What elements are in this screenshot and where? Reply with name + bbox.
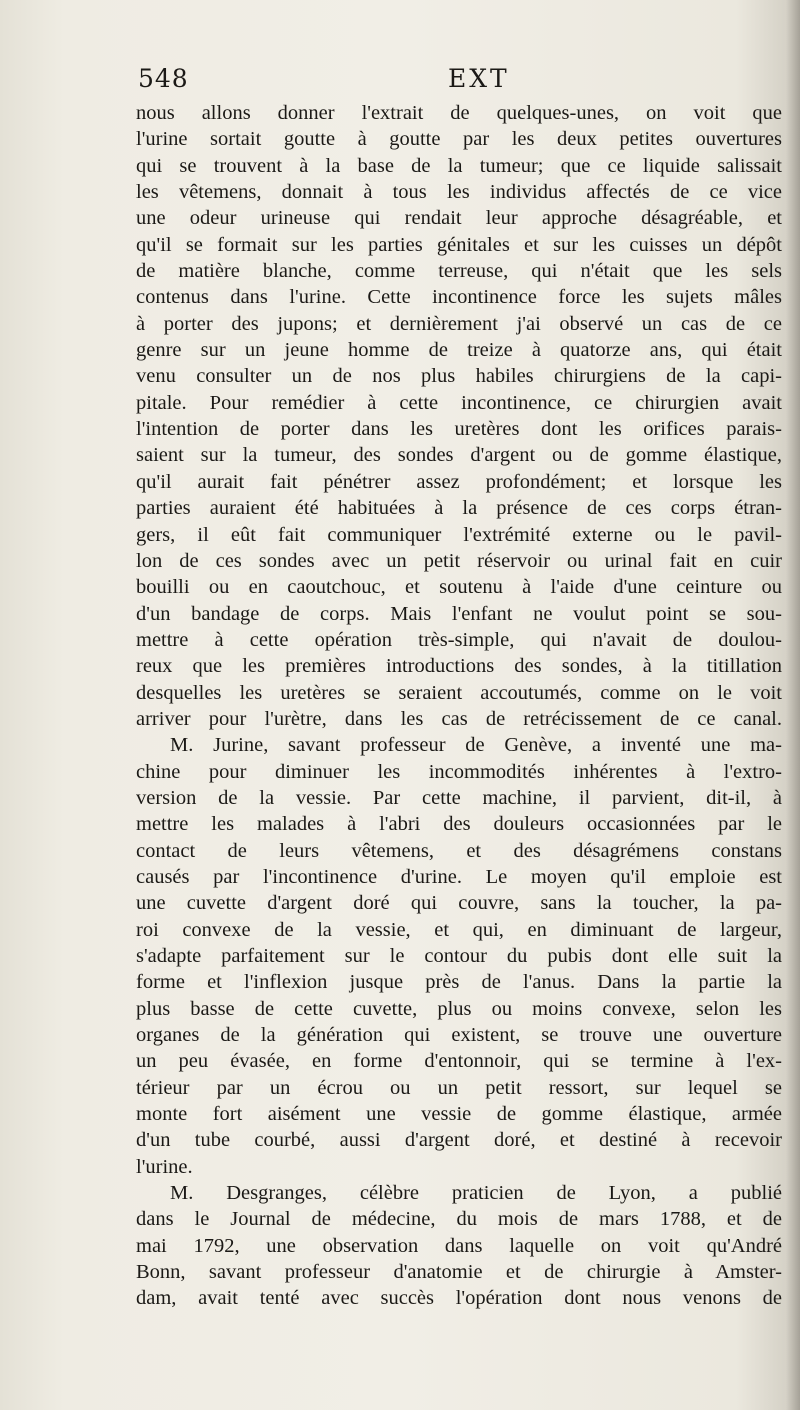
text-line: l'intention de porter dans les uretères dont les orifices parais- [136,418,782,441]
page-edge-shadow [786,0,800,1410]
text-line: l'urine sortait goutte à goutte par les deux petites ouvertures [136,128,782,151]
text-line: mai 1792, une observation dans laquelle on voit qu'André [136,1234,782,1257]
text-line: qu'il se formait sur les parties génitales et sur les cuisses un dépôt [136,233,782,256]
paragraph [136,732,782,1180]
text-line: genre sur un jeune homme de treize à quatorze ans, qui était [136,339,782,362]
text-line: plus basse de cette cuvette, plus ou moins convexe, selon les [136,997,782,1020]
text-line: reux que les premières introductions des sondes, à la titillation [136,655,782,678]
text-line: d'un bandage de corps. Mais l'enfant ne voulut point se sou- [136,602,782,625]
body-text [136,100,782,1312]
text-line: l'urine. [136,1155,193,1178]
text-line: forme et l'inflexion jusque près de l'anus. Dans la partie la [136,971,782,994]
text-line: une odeur urineuse qui rendait leur approche désagréable, et [136,207,782,230]
text-line: lon de ces sondes avec un petit réservoir ou urinal fait en cuir [136,549,782,572]
text-line: contenus dans l'urine. Cette incontinence force les sujets mâles [136,286,782,309]
text-line: de matière blanche, comme terreuse, qui n'était que les sels [136,260,782,283]
text-line: dans le Journal de médecine, du mois de mars 1788, et de [136,1208,782,1231]
paragraph [136,1180,782,1312]
text-line: venu consulter un de nos plus habiles chirurgiens de la capi- [136,365,782,388]
text-line: M. Desgranges, célèbre praticien de Lyon, a publié [170,1182,782,1205]
text-line: pitale. Pour remédier à cette incontinence, ce chirurgien avait [136,391,782,414]
text-line: une cuvette d'argent doré qui couvre, sans la toucher, la pa- [136,892,782,915]
text-line: Bonn, savant professeur d'anatomie et de chirurgie à Amster- [136,1261,782,1284]
text-line: d'un tube courbé, aussi d'argent doré, et destiné à recevoir [136,1129,782,1152]
text-line: qui se trouvent à la base de la tumeur; que ce liquide salissait [136,154,782,177]
text-line: gers, il eût fait communiquer l'extrémité externe ou le pavil- [136,523,782,546]
text-line: mettre les malades à l'abri des douleurs occasionnées par le [136,813,782,836]
page-number: 548 [138,64,189,93]
text-line: bouilli ou en caoutchouc, et soutenu à l'aide d'une ceinture ou [136,576,782,599]
text-line: qu'il aurait fait pénétrer assez profondément; et lorsque les [136,470,782,493]
text-line: M. Jurine, savant professeur de Genève, a inventé une ma- [170,734,782,757]
text-line: version de la vessie. Par cette machine, il parvient, dit-il, à [136,786,782,809]
text-line: mettre à cette opération très-simple, qui n'avait de doulou- [136,628,782,651]
running-title: EXT [448,64,510,93]
text-line: les vêtemens, donnait à tous les individus affectés de ce vice [136,181,782,204]
text-line: parties auraient été habituées à la présence de ces corps étran- [136,497,782,520]
text-line: monte fort aisément une vessie de gomme élastique, armée [136,1103,782,1126]
running-head [138,64,778,98]
paragraph [136,100,782,732]
text-line: chine pour diminuer les incommodités inhérentes à l'extro- [136,760,782,783]
text-line: roi convexe de la vessie, et qui, en diminuant de largeur, [136,918,782,941]
text-line: arriver pour l'urètre, dans les cas de retrécissement de ce canal. [136,707,782,730]
text-line: saient sur la tumeur, des sondes d'argent ou de gomme élastique, [136,444,782,467]
text-line: contact de leurs vêtemens, et des désagrémens constans [136,839,782,862]
text-line: dam, avait tenté avec succès l'opération dont nous venons de [136,1287,782,1310]
text-line: un peu évasée, en forme d'entonnoir, qui se termine à l'ex- [136,1050,782,1073]
text-line: s'adapte parfaitement sur le contour du pubis dont elle suit la [136,945,782,967]
text-line: causés par l'incontinence d'urine. Le moyen qu'il emploie est [136,865,782,888]
text-line: nous allons donner l'extrait de quelques-unes, on voit que [136,102,782,124]
text-line: organes de la génération qui existent, se trouve une ouverture [136,1024,782,1047]
text-line: térieur par un écrou ou un petit ressort, sur lequel se [136,1076,782,1099]
text-line: à porter des jupons; et dernièrement j'ai observé un cas de ce [136,312,782,335]
text-line: desquelles les uretères se seraient accoutumés, comme on le voit [136,681,782,704]
